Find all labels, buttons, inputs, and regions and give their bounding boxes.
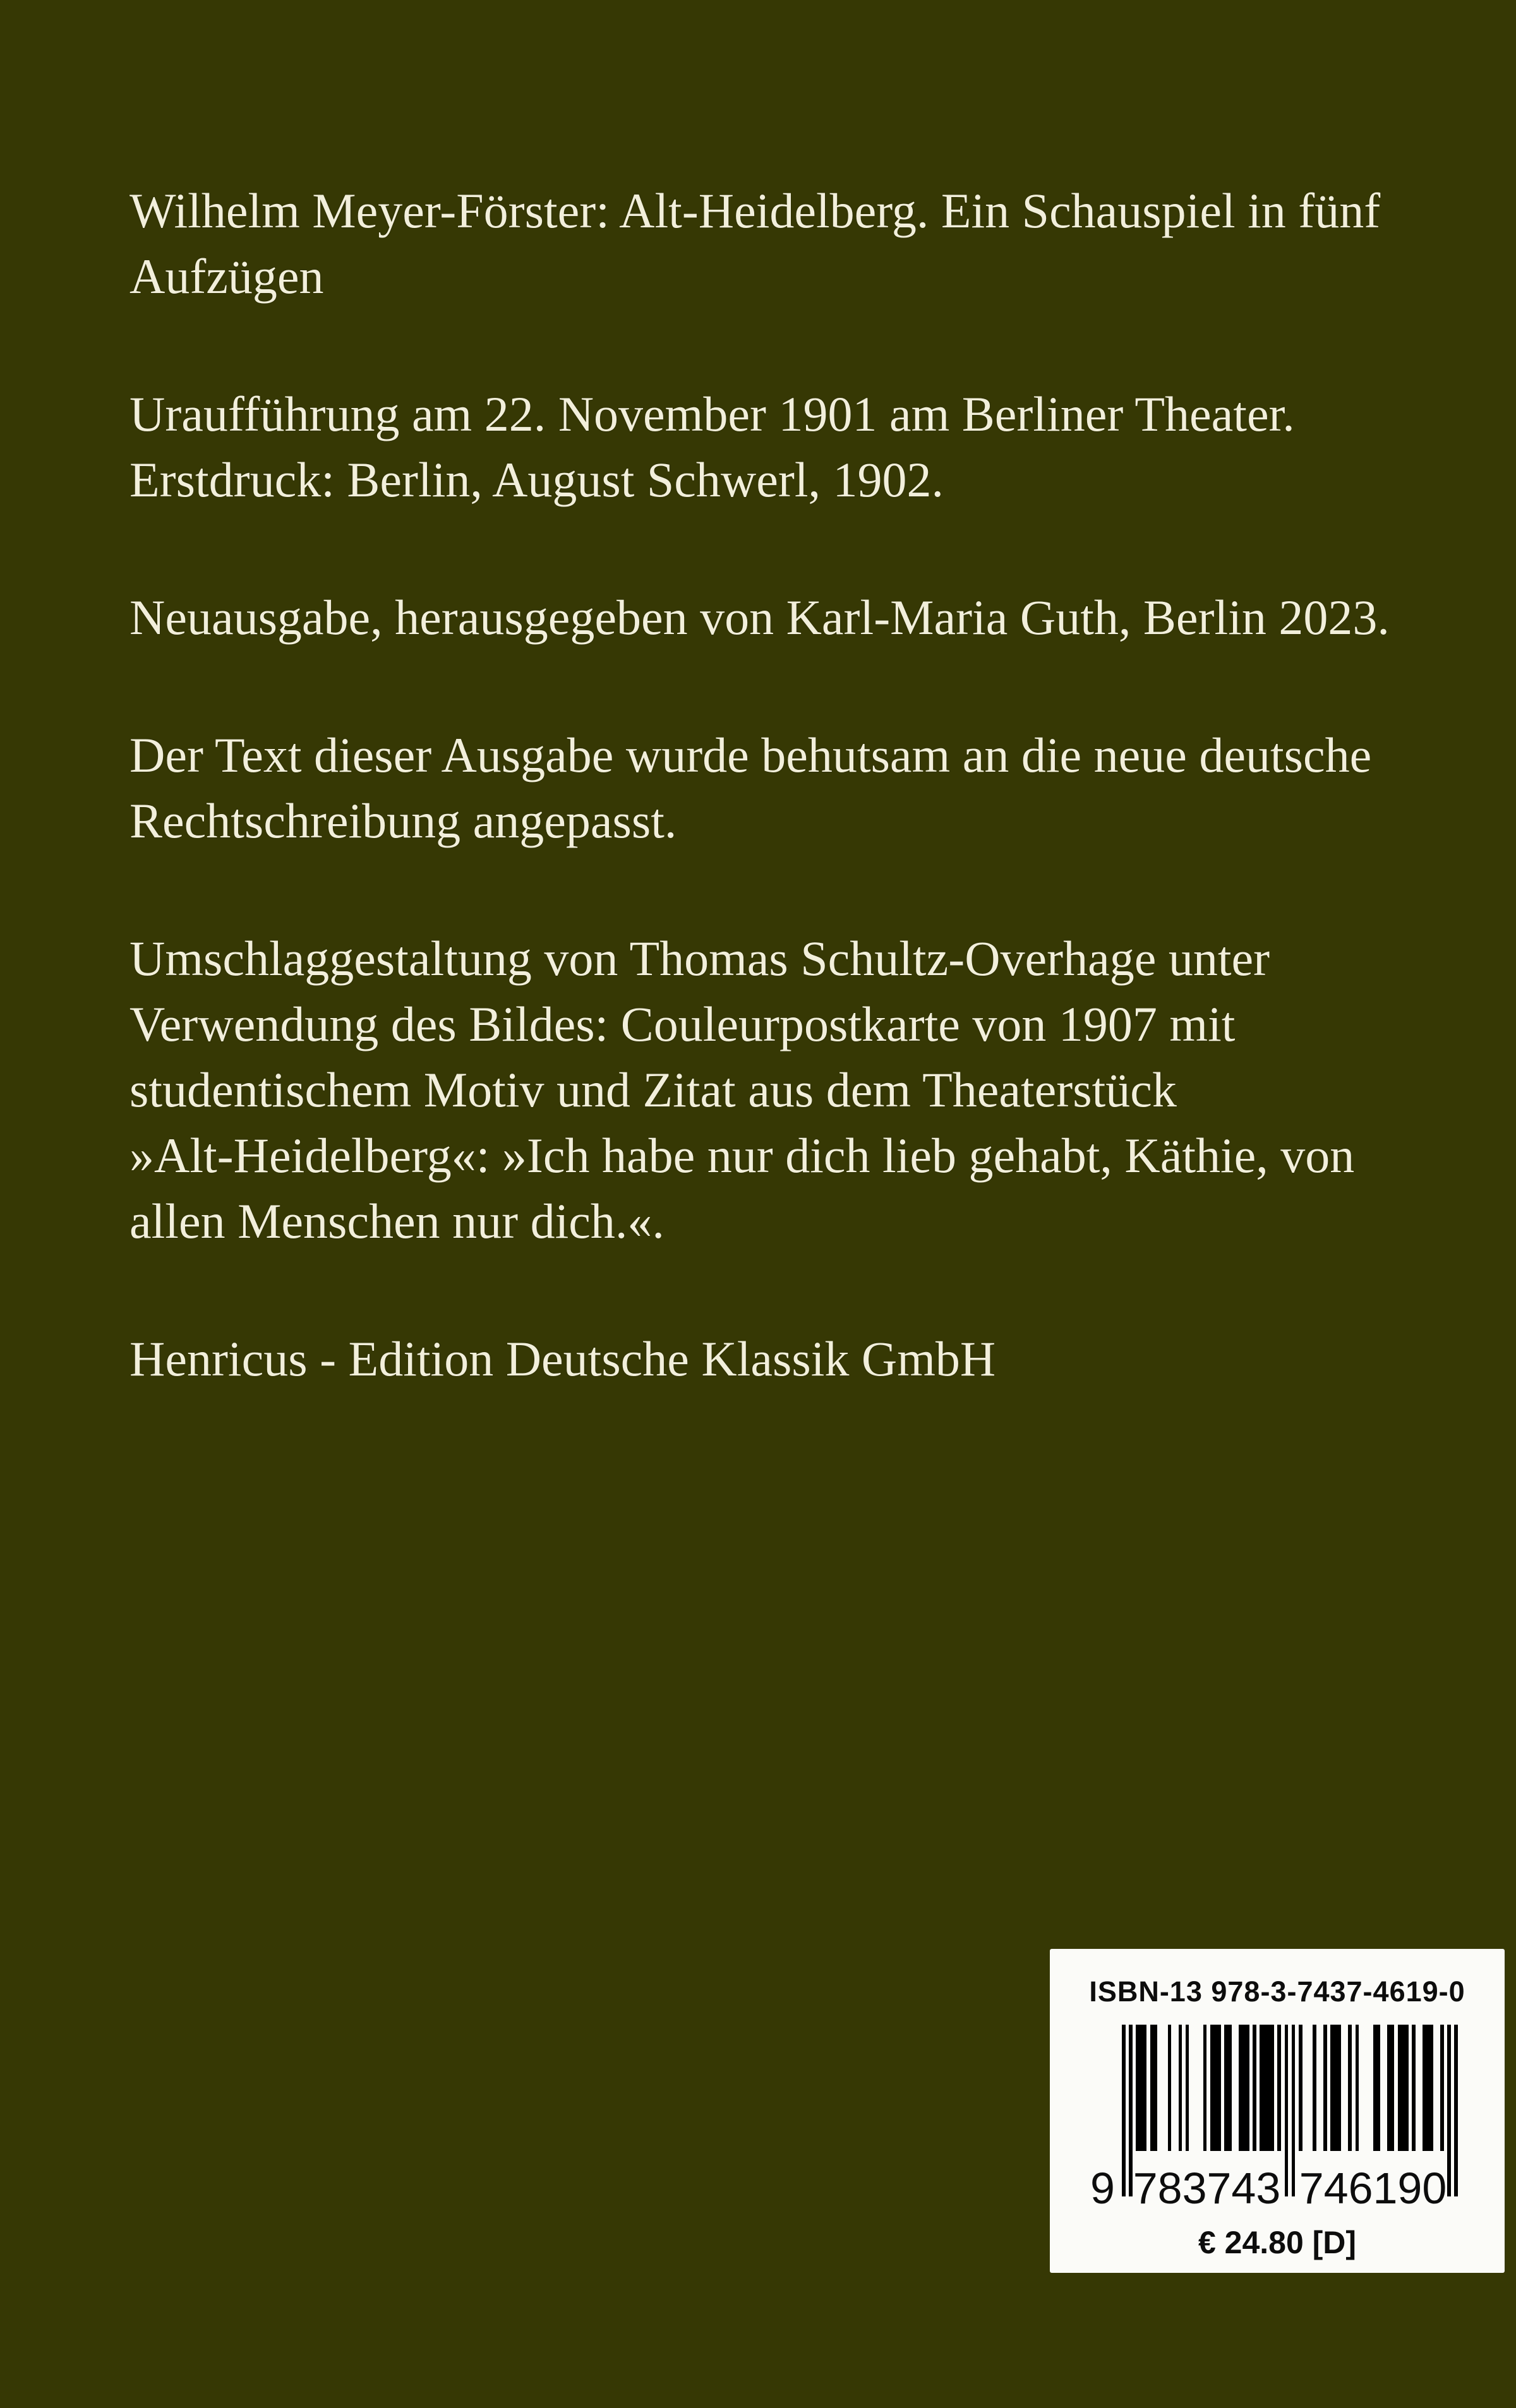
orthography-line-2: Rechtschreibung angepasst. (129, 793, 677, 848)
cover-design-line-1: Umschlaggestaltung von Thomas Schultz-Overhage unter (129, 931, 1270, 986)
barcode-left-digits: 783743 (1133, 2164, 1281, 2213)
edition-line-1: Neuausgabe, herausgegeben von Karl-Maria Guth, Berlin 2023. (129, 590, 1390, 645)
cover-design-line-3: studentischem Motiv und Zitat aus dem Theaterstück (129, 1062, 1177, 1117)
imprint-text-block (129, 178, 1390, 1464)
isbn-number: ISBN-13 978-3-7437-4619-0 (1089, 1975, 1465, 2008)
cover-design-line-2: Verwendung des Bildes: Couleurpostkarte von 1907 mit (129, 997, 1236, 1051)
isbn-price-label (1050, 1949, 1505, 2273)
barcode-first-digit: 9 (1090, 2164, 1115, 2213)
publisher-line-1: Henricus - Edition Deutsche Klassik GmbH (129, 1331, 996, 1386)
cover-design-paragraph (129, 926, 1390, 1254)
title-paragraph (129, 178, 1390, 309)
cover-design-line-5: allen Menschen nur dich.«. (129, 1194, 665, 1249)
orthography-paragraph (129, 722, 1390, 854)
orthography-line-1: Der Text dieser Ausgabe wurde behutsam an die neue deutsche (129, 728, 1372, 782)
title-line-2: Aufzügen (129, 249, 324, 304)
edition-paragraph (129, 585, 1390, 650)
barcode-right-digits: 746190 (1299, 2164, 1447, 2213)
premiere-line-2: Erstdruck: Berlin, August Schwerl, 1902. (129, 452, 944, 507)
ean13-barcode (1089, 2025, 1465, 2214)
premiere-paragraph (129, 381, 1390, 513)
premiere-line-1: Uraufführung am 22. November 1901 am Berliner Theater. (129, 386, 1295, 441)
price-text: € 24.80 [D] (1198, 2225, 1357, 2260)
cover-design-line-4: »Alt-Heidelberg«: »Ich habe nur dich lieb gehabt, Käthie, von (129, 1128, 1355, 1183)
title-line-1: Wilhelm Meyer-Förster: Alt-Heidelberg. Ein Schauspiel in fünf (129, 183, 1381, 238)
publisher-paragraph (129, 1326, 1390, 1392)
